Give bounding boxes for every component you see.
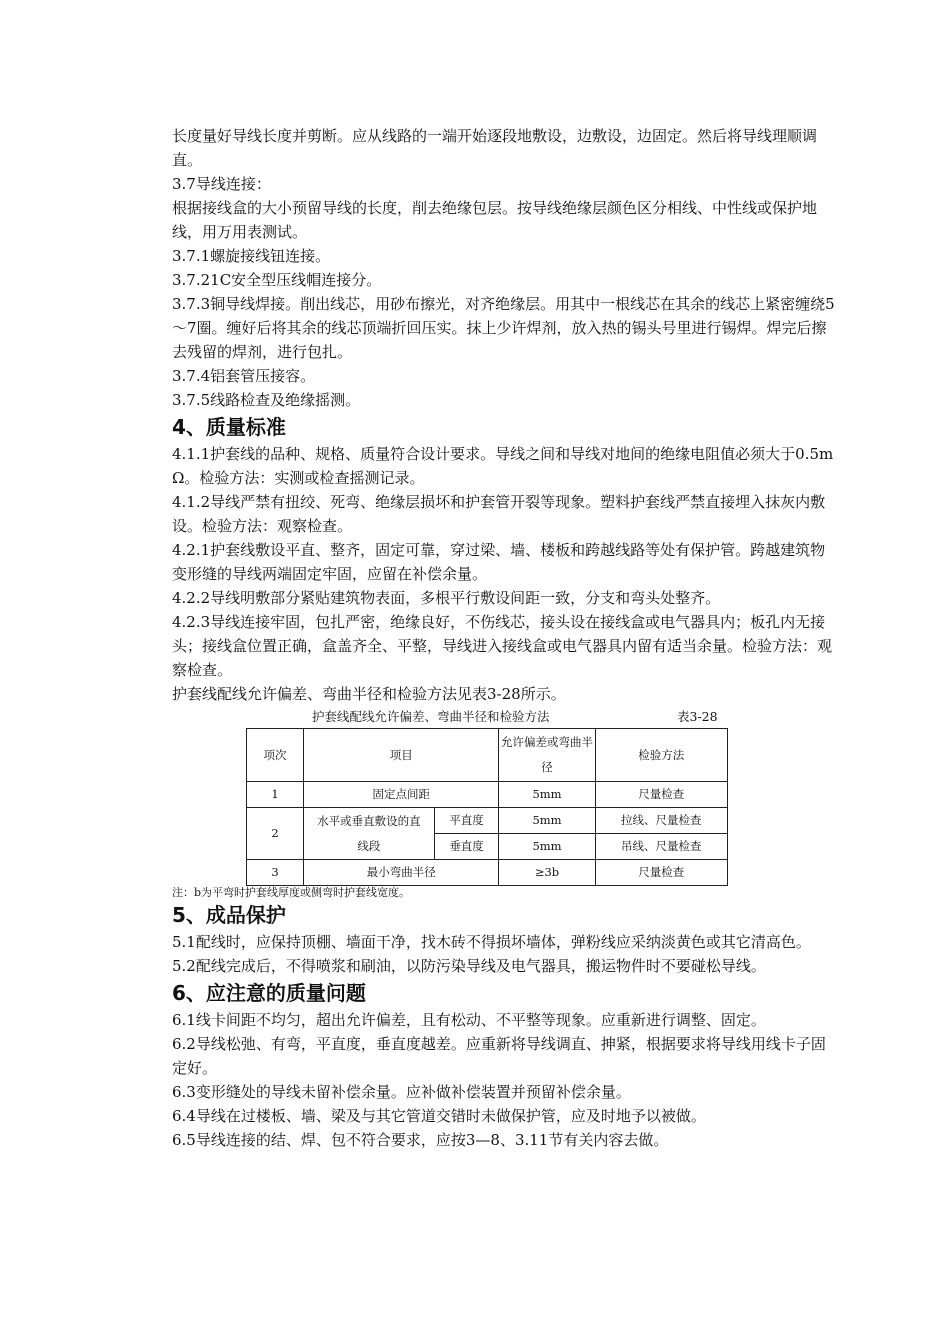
spec-table (246, 728, 728, 886)
header-cell: 项目 (304, 729, 499, 782)
table-number: 表3-28 (677, 709, 718, 724)
table-row (247, 808, 728, 834)
table-cell: 尺量检查 (595, 782, 727, 808)
table-cell: 5mm (499, 808, 595, 834)
header-cell: 项次 (247, 729, 304, 782)
header-cell: 检验方法 (595, 729, 727, 782)
paragraph: 6.1线卡间距不均匀，超出允许偏差，且有松动、不平整等现象。应重新进行调整、固定。 (172, 1011, 766, 1029)
paragraph: 3.7.4铝套管压接容。 (172, 367, 316, 385)
table-cell: ≥3b (499, 860, 595, 886)
table-cell: 固定点间距 (304, 782, 499, 808)
paragraph: 6.4导线在过楼板、墙、梁及与其它管道交错时未做保护管，应及时地予以被做。 (172, 1107, 706, 1125)
paragraph: 3.7.21C安全型压线帽连接分。 (172, 271, 382, 289)
paragraph: 3.7.5线路检查及绝缘摇测。 (172, 391, 361, 409)
table-note: 注：b为平弯时护套线厚度或侧弯时护套线宽度。 (172, 886, 411, 899)
paragraph: 6.3变形缝处的导线未留补偿余量。应补做补偿装置并预留补偿余量。 (172, 1083, 631, 1101)
paragraph: 3.7.1螺旋接线钮连接。 (172, 247, 331, 265)
paragraph: 3.7.3铜导线焊接。削出线芯，用砂布擦光，对齐绝缘层。用其中一根线芯在其余的线芯上紧密缠绕5～7圈。缠好后将其余的线芯顶端折回压实。抹上少许焊剂，放入热的锡头号里进行锡焊。焊完后擦去残留的焊剂，进行包扎。 (172, 295, 835, 361)
document-page (172, 124, 838, 1152)
table-cell: 垂直度 (434, 834, 499, 860)
table-cell: 拉线、尺量检查 (595, 808, 727, 834)
paragraph: 4.1.1护套线的品种、规格、质量符合设计要求。导线之间和导线对地间的绝缘电阻值必须大于0.5mΩ。检验方法：实测或检查摇测记录。 (172, 445, 834, 487)
section-heading: 6、应注意的质量问题 (172, 981, 366, 1005)
table-cell: 5mm (499, 782, 595, 808)
paragraph: 长度量好导线长度并剪断。应从线路的一端开始逐段地敷设，边敷设，边固定。然后将导线理顺调直。 (172, 127, 818, 169)
table-row (247, 860, 728, 886)
paragraph: 6.5导线连接的结、焊、包不符合要求，应按3—8、3.11节有关内容去做。 (172, 1131, 669, 1149)
table-cell: 1 (247, 782, 304, 808)
table-row (247, 782, 728, 808)
table-header-row (247, 729, 728, 782)
paragraph: 5.2配线完成后，不得喷浆和刷油，以防污染导线及电气器具，搬运物件时不要碰松导线。 (172, 957, 766, 975)
table-title: 护套线配线允许偏差、弯曲半径和检验方法 (312, 709, 550, 724)
table-cell: 尺量检查 (595, 860, 727, 886)
table-cell: 2 (247, 808, 304, 860)
paragraph: 根据接线盒的大小预留导线的长度，削去绝缘包层。按导线绝缘层颜色区分相线、中性线或保护地线，用万用表测试。 (172, 199, 818, 241)
section-heading: 4、质量标准 (172, 415, 286, 439)
paragraph: 护套线配线允许偏差、弯曲半径和检验方法见表3-28所示。 (172, 685, 566, 703)
paragraph: 4.2.2导线明敷部分紧贴建筑物表面，多根平行敷设间距一致，分支和弯头处整齐。 (172, 589, 721, 607)
paragraph: 6.2导线松弛、有弯，平直度，垂直度越差。应重新将导线调直、抻紧，根据要求将导线用线卡子固定好。 (172, 1035, 826, 1077)
paragraph: 4.2.3导线连接牢固，包扎严密，绝缘良好，不伤线芯，接头设在接线盒或电气器具内；板孔内无接头；接线盒位置正确，盒盖齐全、平整，导线进入接线盒或电气器具内留有适当余量。检验方法：观察检查。 (172, 613, 833, 679)
table-cell: 3 (247, 860, 304, 886)
paragraph: 5.1配线时，应保持顶棚、墙面干净，找木砖不得损坏墙体，弹粉线应采纳淡黄色或其它清高色。 (172, 933, 811, 951)
table-cell: 水平或垂直敷设的直线段 (304, 808, 435, 860)
table-cell: 吊线、尺量检查 (595, 834, 727, 860)
table-cell: 平直度 (434, 808, 499, 834)
paragraph: 3.7导线连接： (172, 175, 271, 193)
table-caption (172, 706, 838, 728)
section-heading: 5、成品保护 (172, 903, 286, 927)
paragraph: 4.1.2导线严禁有扭绞、死弯、绝缘层损坏和护套管开裂等现象。塑料护套线严禁直接埋入抹灰内敷设。检验方法：观察检查。 (172, 493, 826, 535)
table-cell: 5mm (499, 834, 595, 860)
paragraph: 4.2.1护套线敷设平直、整齐，固定可靠，穿过梁、墙、楼板和跨越线路等处有保护管。跨越建筑物变形缝的导线两端固定牢固，应留在补偿余量。 (172, 541, 826, 583)
table-cell: 最小弯曲半径 (304, 860, 499, 886)
header-cell: 允许偏差或弯曲半径 (499, 729, 595, 782)
